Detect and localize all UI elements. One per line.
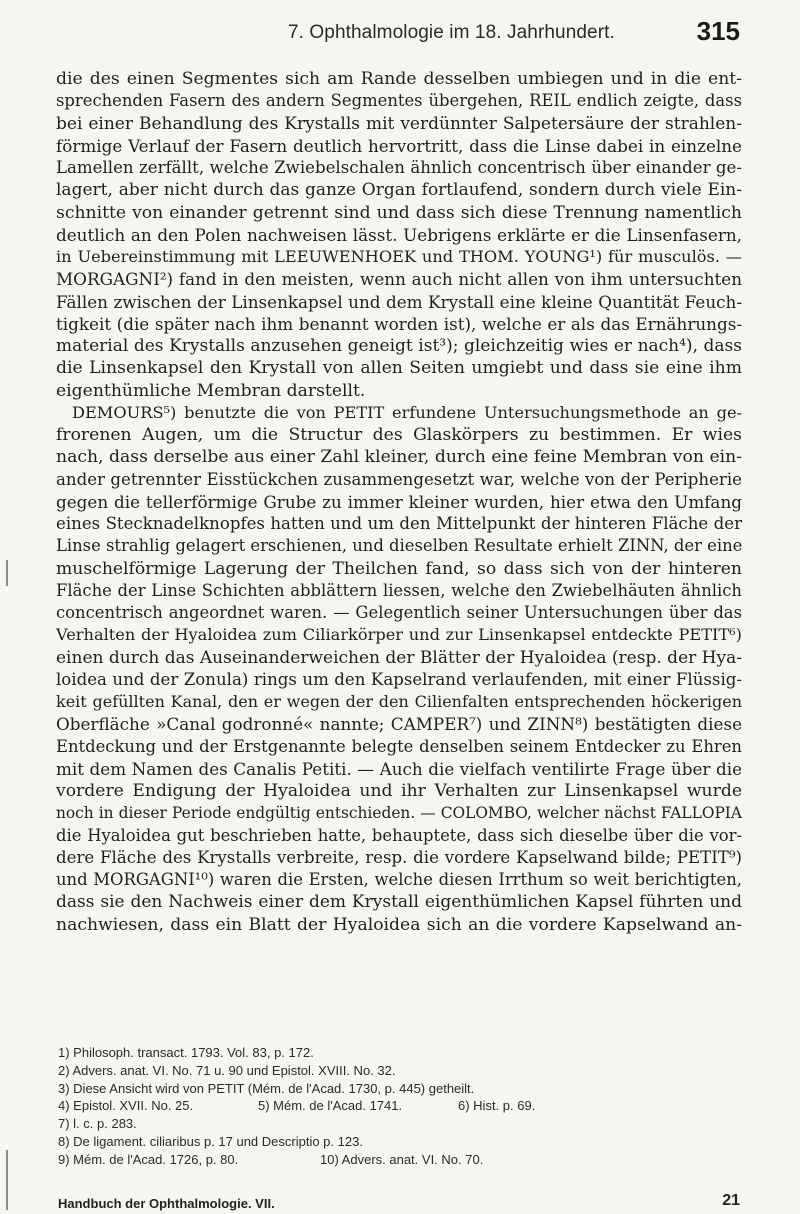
signature-mark: 21	[722, 1192, 740, 1209]
text-line: material des Krystalls anzusehen geneigt ist³); gleichzeitig wies er nach⁴), dass	[56, 336, 742, 356]
footnote: 5) Mém. de l'Acad. 1741.	[258, 1098, 403, 1114]
text-line: vordere Endigung der Hyaloidea und ihr Verhalten zur Linsenkapsel wurde	[56, 781, 742, 801]
text-line: noch in dieser Periode endgültig entschieden. — COLOMBO, welcher nächst FALLOPIA	[56, 804, 742, 823]
text-line: ander getrennter Eisstückchen zusammengesetzt war, welche von der Peripherie	[56, 469, 742, 489]
text-line: mit dem Namen des Canalis Petiti. — Auch die vielfach ventilirte Frage über die	[56, 758, 742, 779]
text-line: bei einer Behandlung des Krystalls mit verdünnter Salpetersäure der strahlen-	[56, 113, 742, 134]
footnote: 2) Advers. anat. VI. No. 71 u. 90 und Epistol. XVIII. No. 32.	[58, 1062, 396, 1078]
footnote-row	[58, 1097, 738, 1115]
text-line: Verhalten der Hyaloidea zum Ciliarkörper und zur Linsenkapsel entdeckte PETIT⁶)	[56, 625, 742, 645]
footnote: 10) Advers. anat. VI. No. 70.	[320, 1151, 484, 1167]
text-line: loidea und der Zonula) rings um den Kapselrand verlaufenden, mit einer Flüssig-	[56, 669, 742, 689]
text-line: die Hyaloidea gut beschrieben hatte, behauptete, dass sich dieselbe über die vor-	[56, 825, 742, 845]
text-line: Fällen zwischen der Linsenkapsel und dem Krystall eine kleine Quantität Feuch-	[56, 291, 742, 312]
scan-margin-mark	[6, 1150, 8, 1210]
paragraph	[56, 402, 742, 936]
text-line: gegen die tellerförmige Grube zu immer kleiner wurden, hier etwa den Umfang	[56, 491, 742, 512]
chapter-title: 7. Ophthalmologie im 18. Jahrhundert.	[288, 22, 615, 43]
body-text	[56, 68, 742, 936]
text-line: eines Stecknadelknopfes hatten und um den Mittelpunkt der hinteren Fläche der	[56, 514, 742, 533]
page-footer	[58, 1192, 740, 1214]
text-line: MORGAGNI²) fand in den meisten, wenn auch nicht allen von ihm untersuchten	[56, 269, 742, 290]
footnotes	[58, 1044, 738, 1169]
footnote: 7) l. c. p. 283.	[58, 1116, 137, 1132]
text-line: muschelförmige Lagerung der Theilchen fand, so dass sich von der hinteren	[56, 558, 742, 579]
text-line: tigkeit (die später nach ihm benannt worden ist), welche er als das Ernährungs-	[56, 313, 742, 334]
scan-margin-mark	[6, 560, 8, 586]
footnote: 4) Epistol. XVII. No. 25.	[58, 1098, 194, 1114]
text-line: dere Fläche des Krystalls verbreite, resp. die vordere Kapselwand bilde; PETIT⁹)	[56, 847, 742, 867]
footnote: 1) Philosoph. transact. 1793. Vol. 83, p. 172.	[58, 1045, 314, 1060]
text-line: in Uebereinstimmung mit LEEUWENHOEK und THOM. YOUNG¹) für musculös. —	[56, 247, 742, 266]
text-line: Linse strahlig gelagert erschienen, und dieselben Resultate erhielt ZINN, der eine	[56, 536, 743, 556]
footnote: 3) Diese Ansicht wird von PETIT (Mém. de l'Acad. 1730, p. 445) getheilt.	[58, 1080, 475, 1096]
text-line: lagert, aber nicht durch das ganze Organ fortlaufend, sondern durch viele Ein-	[56, 180, 742, 201]
text-line: keit gefüllten Kanal, den er wegen der den Cilienfalten entsprechenden höckerigen	[56, 692, 742, 711]
footnote: 9) Mém. de l'Acad. 1726, p. 80.	[58, 1151, 239, 1167]
text-line: förmige Verlauf der Fasern deutlich hervortritt, dass die Linse dabei in einzelne	[56, 135, 742, 156]
text-line: und MORGAGNI¹⁰) waren die Ersten, welche diesen Irrthum so weit berichtigten,	[56, 870, 742, 889]
book-title: Handbuch der Ophthalmologie. VII.	[58, 1196, 275, 1211]
running-header	[56, 14, 740, 44]
text-line: sprechenden Fasern des andern Segmentes übergehen, REIL endlich zeigte, dass	[56, 91, 742, 111]
page-number: 315	[696, 16, 740, 46]
text-line: frorenen Augen, um die Structur des Glaskörpers zu bestimmen. Er wies	[56, 425, 742, 445]
text-line: Fläche der Linse Schichten abblättern liessen, welche den Zwiebelhäuten ähnlich	[56, 580, 742, 600]
footnote-row	[58, 1151, 738, 1169]
text-line: dass sie den Nachweis einer dem Krystall eigenthümlichen Kapsel führten und	[56, 892, 742, 913]
text-line: nach, dass derselbe aus einer Zahl kleiner, durch eine feine Membran von ein-	[56, 447, 742, 468]
text-line: einen durch das Auseinanderweichen der Blätter der Hyaloidea (resp. der Hya-	[56, 647, 742, 668]
text-line: Entdeckung und der Erstgenannte belegte denselben seinem Entdecker zu Ehren	[56, 736, 742, 756]
text-line: die des einen Segmentes sich am Rande desselben umbiegen und in die ent-	[56, 69, 742, 89]
text-line: die Linsenkapsel den Krystall von allen Seiten umgiebt und dass sie eine ihm	[56, 358, 742, 379]
text-line: concentrisch angeordnet waren. — Gelegentlich seiner Untersuchungen über das	[56, 603, 742, 622]
text-line: Oberfläche »Canal godronné« nannte; CAMPER⁷) und ZINN⁸) bestätigten diese	[56, 714, 742, 735]
text-line: DEMOURS⁵) benutzte die von PETIT erfundene Untersuchungsmethode an ge-	[72, 402, 742, 422]
paragraph	[56, 68, 742, 402]
text-line: schnitte von einander getrennt sind und dass sich diese Trennung namentlich	[56, 202, 742, 223]
footnote: 6) Hist. p. 69.	[458, 1098, 536, 1114]
text-line: deutlich an den Polen nachweisen lässt. Uebrigens erklärte er die Linsenfasern,	[56, 224, 742, 245]
footnote: 8) De ligament. ciliaribus p. 17 und Descriptio p. 123.	[58, 1133, 363, 1149]
text-line: nachwiesen, dass ein Blatt der Hyaloidea sich an die vordere Kapselwand an-	[56, 914, 742, 935]
text-line: eigenthümliche Membran darstellt.	[56, 380, 366, 401]
text-line: Lamellen zerfällt, welche Zwiebelschalen ähnlich concentrisch über einander ge-	[56, 158, 742, 177]
